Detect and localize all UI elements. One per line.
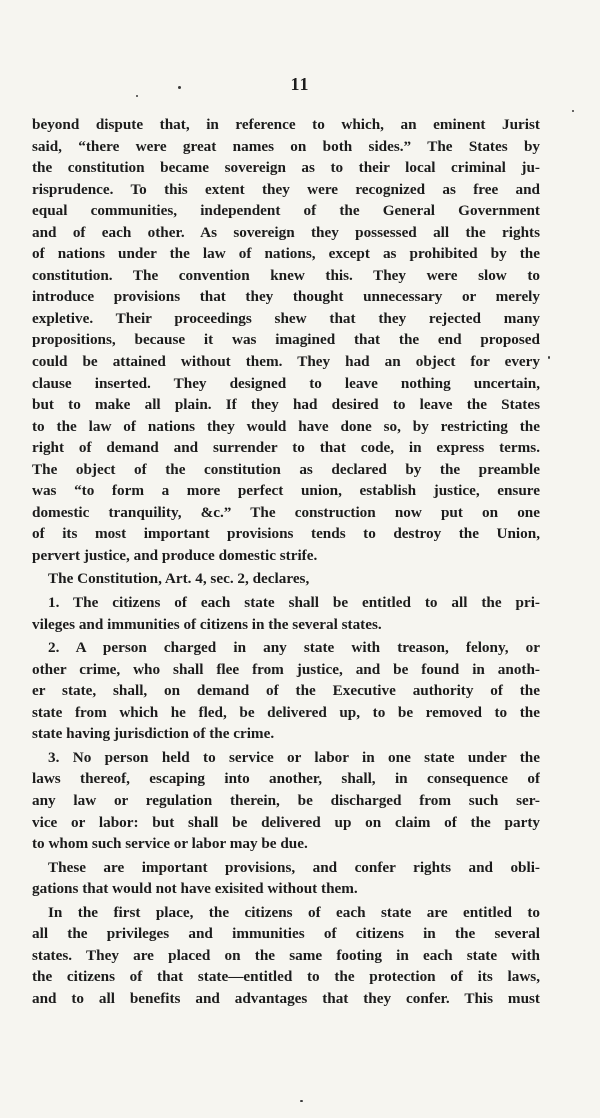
text-line: introduce provisions that they thought unnecessary or merely	[32, 288, 540, 306]
ink-speck	[178, 86, 181, 89]
paragraph	[32, 568, 540, 590]
text-line: and to all benefits and advantages that they confer. This must	[32, 989, 540, 1007]
text-line: the citizens of that state—entitled to the protection of its laws,	[32, 968, 540, 986]
paragraph	[32, 902, 540, 1010]
text-line: gations that would not have exisited without them.	[32, 880, 358, 898]
text-line: constitution. The convention knew this. They were slow to	[32, 266, 540, 284]
text-line: domestic tranquility, &c.” The construction now put on one	[32, 503, 540, 521]
text-line: of its most important provisions tends to destroy the Union,	[32, 525, 540, 543]
ink-speck	[572, 110, 574, 112]
text-line: 1. The citizens of each state shall be entitled to all the pri-	[48, 594, 540, 612]
paragraph	[32, 747, 540, 855]
text-line: 2. A person charged in any state with treason, felony, or	[48, 639, 540, 657]
text-line: propositions, because it was imagined that the end proposed	[32, 331, 540, 349]
body-text	[32, 114, 540, 1009]
paragraph	[32, 114, 540, 566]
text-line: the constitution became sovereign as to their local criminal ju-	[32, 159, 540, 177]
text-line: to the law of nations they would have done so, by restricting the	[32, 417, 540, 435]
text-line: right of demand and surrender to that code, in express terms.	[32, 439, 540, 457]
text-line: vice or labor: but shall be delivered up on claim of the party	[32, 813, 540, 831]
text-line: clause inserted. They designed to leave nothing uncertain,	[32, 374, 540, 392]
ink-speck	[300, 1100, 303, 1102]
text-line: of nations under the law of nations, except as prohibited by the	[32, 245, 540, 263]
page-number: 11	[290, 74, 310, 94]
text-line: The object of the constitution as declared by the preamble	[32, 460, 540, 478]
text-line: all the privileges and immunities of citizens in the several	[32, 925, 540, 943]
text-line: state from which he fled, be delivered up, to be removed to the	[32, 703, 540, 721]
text-line: was “to form a more perfect union, establish justice, ensure	[32, 482, 540, 500]
ink-speck	[136, 95, 138, 97]
ink-speck	[548, 356, 550, 359]
text-line: to whom such service or labor may be due.	[32, 835, 308, 853]
text-line: risprudence. To this extent they were recognized as free and	[32, 180, 540, 198]
text-line: beyond dispute that, in reference to which, an eminent Jurist	[32, 116, 540, 133]
text-line: but to make all plain. If they had desired to leave the States	[32, 396, 540, 414]
paragraph	[32, 592, 540, 635]
text-line: pervert justice, and produce domestic strife.	[32, 546, 318, 564]
text-line: vileges and immunities of citizens in the several states.	[32, 615, 382, 633]
text-line: expletive. Their proceedings shew that they rejected many	[32, 309, 540, 327]
text-line: equal communities, independent of the General Government	[32, 202, 540, 220]
text-line: and of each other. As sovereign they possessed all the rights	[32, 223, 540, 241]
text-line: These are important provisions, and confer rights and obli-	[48, 858, 540, 876]
text-line: laws thereof, escaping into another, shall, in consequence of	[32, 770, 540, 788]
text-line: said, “there were great names on both sides.” The States by	[32, 137, 540, 155]
text-line: could be attained without them. They had an object for every	[32, 353, 540, 371]
text-line: The Constitution, Art. 4, sec. 2, declares,	[48, 570, 310, 588]
text-line: state having jurisdiction of the crime.	[32, 725, 275, 743]
text-line: any law or regulation therein, be discharged from such ser-	[32, 791, 540, 809]
text-line: other crime, who shall flee from justice, and be found in anoth-	[32, 660, 540, 678]
text-line: er state, shall, on demand of the Executive authority of the	[32, 682, 540, 700]
paragraph	[32, 637, 540, 745]
text-line: states. They are placed on the same footing in each state with	[32, 946, 540, 964]
paragraph	[32, 857, 540, 900]
text-line: 3. No person held to service or labor in one state under the	[48, 748, 540, 766]
text-line: In the first place, the citizens of each state are entitled to	[48, 903, 540, 921]
